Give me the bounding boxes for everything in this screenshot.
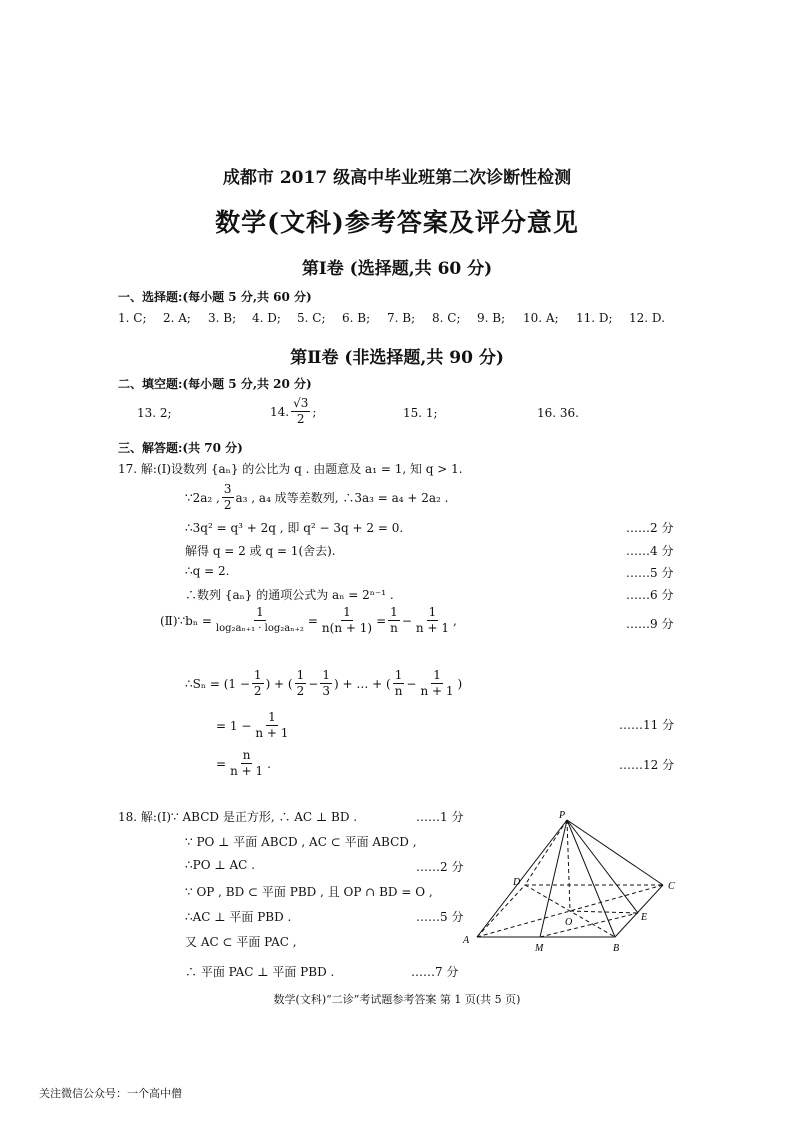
fraction bbox=[320, 605, 374, 636]
q18-line2: ∵ PO ⊥ 平面 ABCD , AC ⊂ 平面 ABCD , bbox=[185, 835, 417, 849]
q18-line6: 又 AC ⊂ 平面 PAC , bbox=[185, 935, 297, 949]
label-M: M bbox=[535, 943, 544, 954]
fraction bbox=[252, 668, 264, 699]
answer-item: 2. A; bbox=[163, 311, 191, 325]
q17-line7 bbox=[160, 605, 457, 636]
fraction bbox=[388, 605, 400, 636]
fraction bbox=[414, 605, 451, 636]
fraction-numerator: √3 bbox=[293, 396, 309, 410]
fraction bbox=[393, 668, 405, 699]
q17-line4: 解得 q = 2 或 q = 1(舍去). bbox=[185, 544, 336, 558]
q17-line7-end: , bbox=[452, 613, 457, 628]
fraction-denominator: 2 bbox=[296, 684, 305, 698]
solve-section-label: 三、解答题:(共 70 分) bbox=[118, 441, 243, 455]
answer-item: 10. A; bbox=[523, 311, 559, 325]
label-D: D bbox=[513, 877, 521, 888]
fraction-numerator: 1 bbox=[390, 605, 398, 619]
edge-PB bbox=[567, 820, 615, 937]
answer-item: 6. B; bbox=[342, 311, 371, 325]
answer-item: 11. D; bbox=[576, 311, 613, 325]
q17-line2-a: ∵2a₂ , bbox=[185, 490, 220, 505]
score-mark: ……2 分 bbox=[416, 860, 464, 874]
fraction-denominator: 2 bbox=[253, 684, 262, 698]
page-title: 数学(文科)参考答案及评分意见 bbox=[215, 208, 579, 237]
score-mark: ……9 分 bbox=[626, 617, 674, 631]
q18-line7: ∴ 平面 PAC ⊥ 平面 PBD . bbox=[185, 965, 335, 979]
fraction bbox=[222, 482, 234, 513]
height-PO bbox=[567, 820, 570, 911]
minus: − bbox=[308, 676, 319, 691]
fraction bbox=[228, 748, 265, 779]
q17-line8-d: ) + … + ( bbox=[333, 676, 391, 691]
fraction-numerator: 1 bbox=[433, 668, 441, 682]
fraction-denominator: 3 bbox=[322, 684, 330, 698]
wechat-note: 关注微信公众号：一个高中僧 bbox=[39, 1087, 182, 1100]
q17-line8 bbox=[185, 668, 462, 699]
edge-AD bbox=[477, 885, 525, 937]
q17-line8-f: ) bbox=[457, 676, 463, 691]
answer-item: 3. B; bbox=[208, 311, 237, 325]
q17-line6: ∴数列 {aₙ} 的通项公式为 aₙ = 2ⁿ⁻¹ . bbox=[185, 588, 394, 602]
answer-item: 8. C; bbox=[432, 311, 461, 325]
choice-answers bbox=[118, 311, 665, 325]
q17-line10-b: . bbox=[267, 756, 271, 771]
fraction bbox=[295, 668, 307, 699]
fill-answer-14 bbox=[270, 396, 316, 427]
q18-line5: ∴AC ⊥ 平面 PBD . bbox=[185, 910, 292, 924]
fraction bbox=[320, 668, 332, 699]
score-mark: ……12 分 bbox=[619, 758, 675, 772]
fraction-denominator: n + 1 bbox=[415, 621, 449, 635]
answer-item: 7. B; bbox=[387, 311, 416, 325]
fraction-denominator: n + 1 bbox=[255, 726, 289, 740]
fill-section-label: 二、填空题:(每小题 5 分,共 20 分) bbox=[118, 377, 312, 391]
q17-line9 bbox=[216, 710, 292, 741]
score-mark: ……5 分 bbox=[416, 910, 464, 924]
answer-item: 9. B; bbox=[477, 311, 506, 325]
fill14-end: ; bbox=[312, 404, 317, 419]
fraction-numerator: 1 bbox=[343, 605, 351, 619]
q17-line3: ∴3q² = q³ + 2q , 即 q² − 3q + 2 = 0. bbox=[185, 521, 404, 535]
part2-heading: 第Ⅱ卷 (非选择题,共 90 分) bbox=[290, 348, 504, 368]
fraction-numerator: 1 bbox=[268, 710, 276, 724]
fraction-denominator: log₂aₙ₊₁ · log₂aₙ₊₂ bbox=[215, 623, 304, 634]
fraction-denominator: n bbox=[394, 684, 403, 698]
q18-line4: ∵ OP , BD ⊂ 平面 PBD , 且 OP ∩ BD = O , bbox=[185, 885, 433, 899]
fraction bbox=[291, 396, 310, 427]
q17-line10 bbox=[216, 748, 271, 779]
fraction-denominator: n + 1 bbox=[230, 764, 264, 778]
fraction-denominator: n(n + 1) bbox=[321, 621, 373, 635]
q18-line1: 18. 解:(Ⅰ)∵ ABCD 是正方形, ∴ AC ⊥ BD . bbox=[118, 810, 358, 824]
label-E: E bbox=[641, 912, 648, 923]
edge-PC bbox=[567, 820, 663, 885]
fraction-numerator: 1 bbox=[256, 605, 264, 619]
score-mark: ……4 分 bbox=[626, 544, 674, 558]
q17-line7-a: (Ⅱ)∵bₙ = bbox=[160, 613, 212, 628]
minus: − bbox=[406, 676, 417, 691]
fraction bbox=[253, 710, 290, 741]
fraction-denominator: n + 1 bbox=[420, 684, 454, 698]
q17-line2-b: a₃ , a₄ 成等差数列, ∴3a₃ = a₄ + 2a₂ . bbox=[235, 491, 449, 505]
answer-item: 1. C; bbox=[118, 311, 147, 325]
fill-answer-16: 16. 36. bbox=[537, 406, 579, 420]
fraction-numerator: 1 bbox=[322, 668, 330, 682]
fraction-numerator: 1 bbox=[428, 605, 437, 619]
label-P: P bbox=[559, 810, 566, 821]
exam-header: 成都市 2017 级高中毕业班第二次诊断性检测 bbox=[222, 168, 572, 188]
fraction-numerator: 3 bbox=[223, 482, 232, 496]
page-footer: 数学(文科)“二诊”考试题参考答案 第 1 页(共 5 页) bbox=[273, 993, 521, 1006]
edge-PE bbox=[567, 820, 638, 913]
label-A: A bbox=[463, 935, 470, 946]
answer-item: 4. D; bbox=[252, 311, 281, 325]
fraction-numerator: n bbox=[242, 748, 251, 762]
fraction-denominator: n bbox=[390, 621, 398, 635]
fraction-numerator: 1 bbox=[296, 668, 305, 682]
q17-line8-b: ) + ( bbox=[265, 676, 293, 691]
fill-answer-13: 13. 2; bbox=[137, 406, 172, 420]
minus: − bbox=[401, 613, 412, 628]
q18-line3: ∴PO ⊥ AC . bbox=[185, 858, 255, 872]
part1-heading: 第Ⅰ卷 (选择题,共 60 分) bbox=[301, 259, 493, 279]
equals: = bbox=[376, 613, 387, 628]
label-B: B bbox=[613, 943, 620, 954]
score-mark: ……1 分 bbox=[416, 810, 464, 824]
score-mark: ……5 分 bbox=[626, 566, 674, 580]
q17-line10-a: = bbox=[216, 756, 227, 771]
score-mark: ……7 分 bbox=[411, 965, 459, 979]
score-mark: ……6 分 bbox=[626, 588, 674, 602]
fill-answer-15: 15. 1; bbox=[403, 406, 438, 420]
q17-line9-a: = 1 − bbox=[216, 718, 252, 733]
answer-item: 12. D. bbox=[629, 311, 665, 325]
score-mark: ……2 分 bbox=[626, 521, 674, 535]
fraction bbox=[214, 605, 306, 636]
fraction-numerator: 1 bbox=[394, 668, 403, 682]
edge-PD bbox=[525, 820, 567, 885]
fraction-denominator: 2 bbox=[223, 498, 232, 512]
fraction bbox=[418, 668, 455, 699]
segment-ME bbox=[540, 913, 638, 937]
score-mark: ……11 分 bbox=[619, 718, 675, 732]
q17-line2 bbox=[185, 482, 449, 513]
label-C: C bbox=[668, 881, 675, 892]
fraction-numerator: 1 bbox=[253, 668, 262, 682]
q17-line8-a: ∴Sₙ = (1 − bbox=[185, 676, 250, 691]
pyramid-figure bbox=[455, 805, 690, 960]
fraction-denominator: 2 bbox=[296, 412, 305, 426]
choice-section-label: 一、选择题:(每小题 5 分,共 60 分) bbox=[118, 290, 312, 304]
fill14-label: 14. bbox=[270, 404, 290, 419]
q17-line1: 17. 解:(Ⅰ)设数列 {aₙ} 的公比为 q . 由题意及 a₁ = 1, 知 q > 1. bbox=[118, 462, 463, 476]
equals: = bbox=[307, 613, 318, 628]
answer-item: 5. C; bbox=[297, 311, 326, 325]
label-O: O bbox=[565, 917, 573, 928]
q17-line5: ∴q = 2. bbox=[185, 564, 230, 578]
